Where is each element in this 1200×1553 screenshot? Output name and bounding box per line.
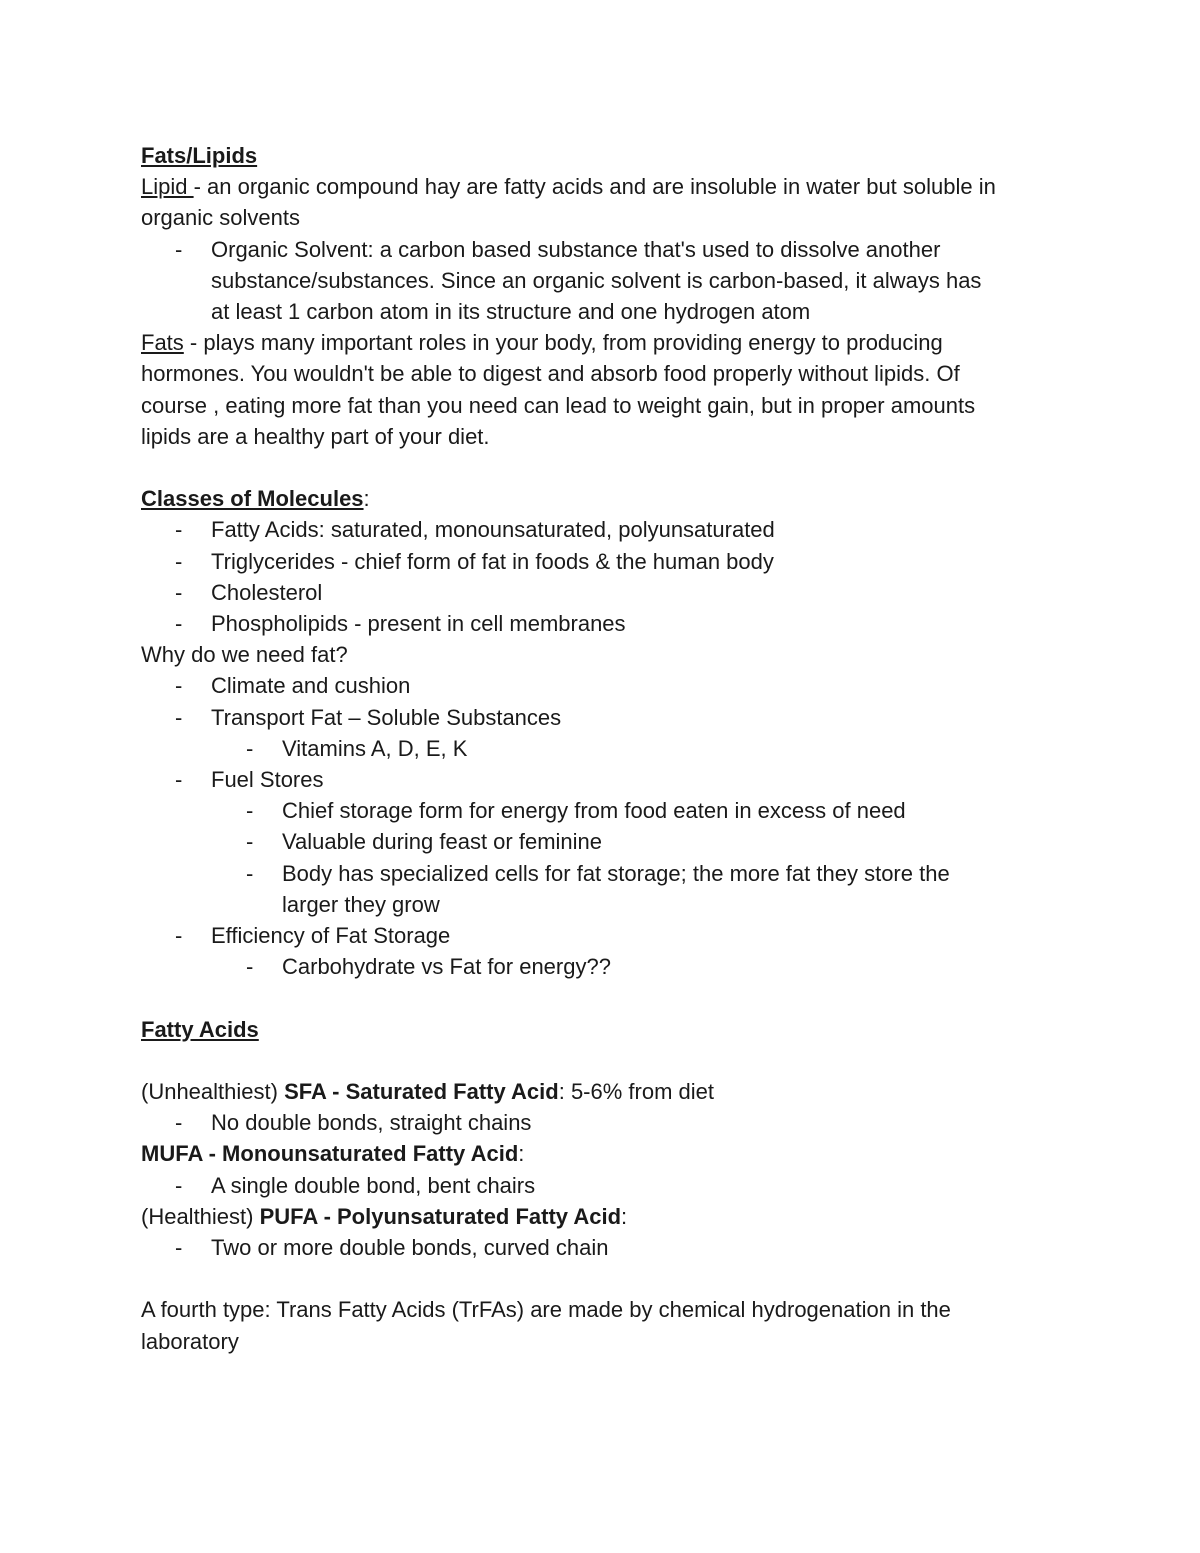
bullet-dash: -: [175, 611, 183, 637]
spacer: [141, 1263, 1071, 1294]
document-page: [141, 140, 1071, 1357]
bullet-dash: -: [175, 704, 183, 730]
list-item: - No double bonds, straight chains: [141, 1107, 1071, 1138]
list-item: - Phospholipids - present in cell membranes: [141, 608, 1071, 639]
pufa-line: (Healthiest) PUFA - Polyunsaturated Fatty Acid:: [141, 1203, 628, 1229]
list-item: - A single double bond, bent chairs: [141, 1170, 1071, 1201]
bullet-dash: -: [175, 1172, 183, 1198]
list-item: - Climate and cushion: [141, 670, 1071, 701]
spacer: [141, 1045, 1071, 1076]
fats-term: Fats: [141, 330, 184, 356]
bullet-dash: -: [175, 673, 183, 699]
lipid-definition-cont: organic solvents: [141, 205, 300, 231]
bullet-dash: -: [175, 1110, 183, 1136]
sfa-line: (Unhealthiest) SFA - Saturated Fatty Acid: 5-6% from diet: [141, 1079, 714, 1105]
section-heading-fats-lipids: Fats/Lipids: [141, 143, 258, 168]
bullet-dash: -: [175, 236, 183, 262]
bullet-dash: -: [175, 579, 183, 605]
bullet-dash: -: [246, 798, 254, 824]
list-item: - Cholesterol: [141, 577, 1071, 608]
sub-list-item: - Valuable during feast or feminine: [141, 826, 1071, 857]
fats-definition-line: hormones. You wouldn't be able to digest and absorb food properly without lipids. Of: [141, 361, 960, 387]
fats-definition-line: lipids are a healthy part of your diet.: [141, 423, 490, 449]
section-heading-classes: Classes of Molecules:: [141, 486, 370, 512]
fats-definition-line: course , eating more fat than you need can lead to weight gain, but in proper amounts: [141, 392, 976, 418]
sub-list-item: - Carbohydrate vs Fat for energy??: [141, 951, 1071, 982]
spacer: [141, 982, 1071, 1013]
bullet-dash: -: [246, 860, 254, 886]
why-question: Why do we need fat?: [141, 642, 348, 668]
bullet-dash: -: [246, 829, 254, 855]
list-item: - Fatty Acids: saturated, monounsaturated, polyunsaturated: [141, 514, 1071, 545]
bullet-dash: -: [175, 923, 183, 949]
sub-list-item: - Body has specialized cells for fat storage; the more fat they store the larger they grow: [141, 858, 1071, 920]
sub-list-item: - Chief storage form for energy from food eaten in excess of need: [141, 795, 1071, 826]
bullet-dash: -: [175, 767, 183, 793]
list-item: - Two or more double bonds, curved chain: [141, 1232, 1071, 1263]
list-item: - Triglycerides - chief form of fat in foods & the human body: [141, 546, 1071, 577]
fourth-type-text: A fourth type: Trans Fatty Acids (TrFAs) are made by chemical hydrogenation in the: [141, 1297, 951, 1323]
bullet-dash: -: [175, 517, 183, 543]
lipid-definition: Lipid - an organic compound hay are fatty acids and are insoluble in water but soluble in: [141, 174, 996, 200]
bullet-dash: -: [246, 735, 254, 761]
list-item: - Fuel Stores: [141, 764, 1071, 795]
sub-list-item: - Vitamins A, D, E, K: [141, 733, 1071, 764]
bullet-dash: -: [175, 1235, 183, 1261]
list-item: - Transport Fat – Soluble Substances: [141, 702, 1071, 733]
fourth-type-text-cont: laboratory: [141, 1328, 239, 1354]
fats-definition: Fats - plays many important roles in your body, from providing energy to producing: [141, 330, 943, 356]
list-item: - Efficiency of Fat Storage: [141, 920, 1071, 951]
list-item-organic-solvent: - Organic Solvent: a carbon based substance that's used to dissolve another substance/substances. Since an organic solvent is carbon-based, it always has at least 1 carbon atom in its structure and one hydrogen atom: [141, 234, 1071, 328]
section-heading-fatty-acids: Fatty Acids: [141, 1016, 259, 1042]
lipid-term: Lipid: [141, 174, 194, 200]
bullet-dash: -: [175, 548, 183, 574]
spacer: [141, 452, 1071, 483]
mufa-line: MUFA - Monounsaturated Fatty Acid:: [141, 1141, 525, 1167]
bullet-dash: -: [246, 954, 254, 980]
